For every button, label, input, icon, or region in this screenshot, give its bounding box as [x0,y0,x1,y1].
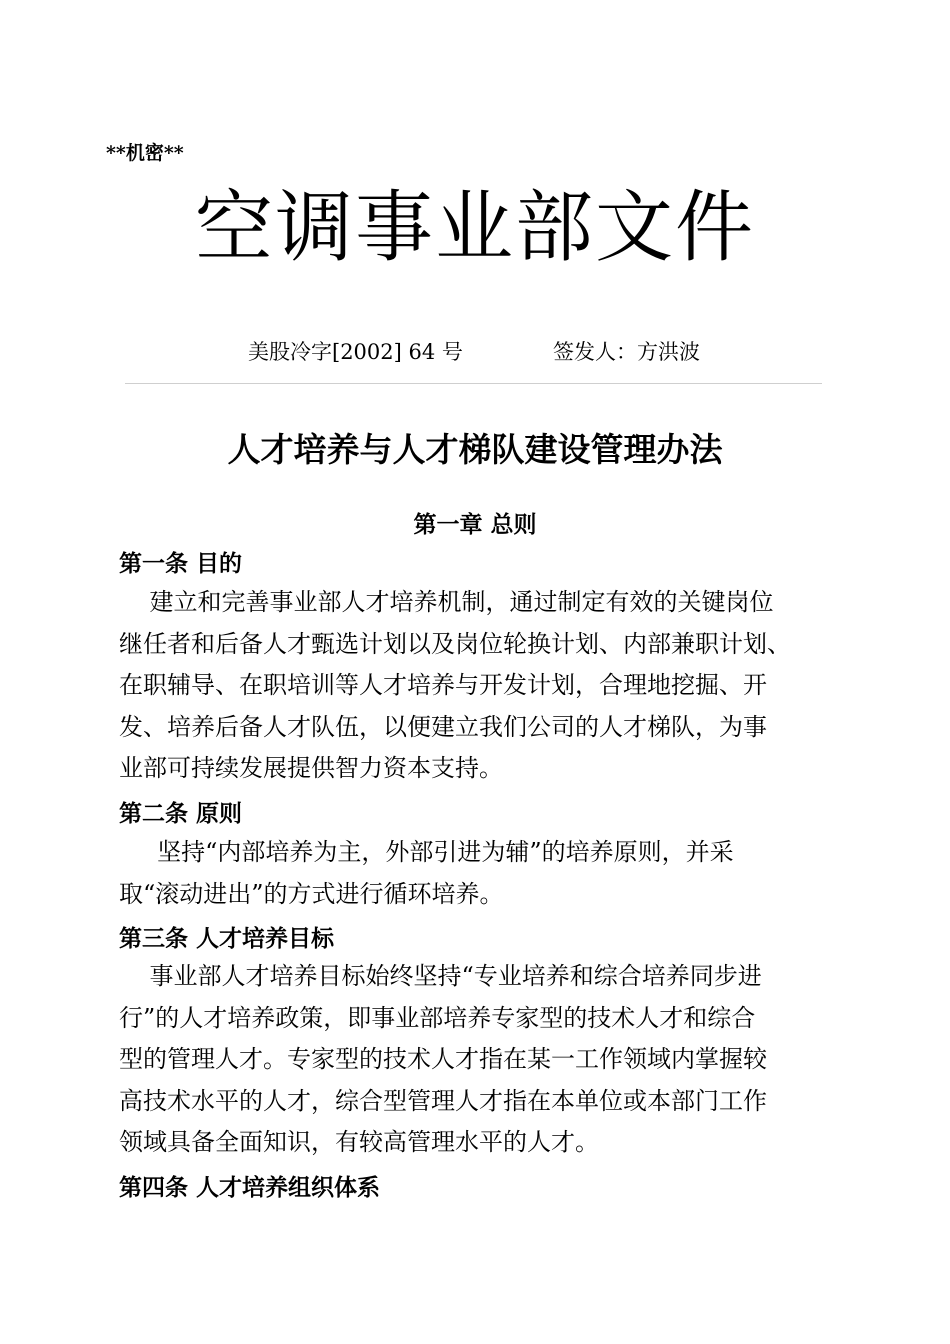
article-body-3 [119,956,834,1164]
article-heading-3: 第三条 人才培养目标 [119,925,335,952]
paragraph-line: 继任者和后备人才甄选计划以及岗位轮换计划、内部兼职计划、 [119,629,791,658]
paragraph-line: 领域具备全面知识，有较高管理水平的人才。 [119,1128,599,1156]
paragraph-line: 在职辅导、在职培训等人才培养与开发计划，合理地挖掘、开 [119,671,767,699]
page-title: 人才培养与人才梯队建设管理办法 [227,430,723,469]
paragraph-line: 行”的人才培养政策，即事业部培养专家型的技术人才和综合 [119,1003,756,1032]
article-heading-2: 第二条 原则 [119,800,243,827]
paragraph-line: 型的管理人才。专家型的技术人才指在某一工作领域内掌握较 [119,1045,767,1073]
paragraph-line: 取“滚动进出”的方式进行循环培养。 [119,879,504,908]
signer: 签发人：方洪波 [553,340,700,364]
document-number: 美股冷字[2002] 64 号 [248,340,463,364]
paragraph-line: 发、培养后备人才队伍，以便建立我们公司的人才梯队，为事 [119,712,767,741]
paragraph-line: 建立和完善事业部人才培养机制，通过制定有效的关键岗位 [119,588,774,616]
paragraph-line: 高技术水平的人才，综合型管理人才指在本单位或本部门工作 [119,1086,767,1115]
classification-label: **机密** [106,142,184,164]
article-body-2 [119,832,834,915]
document-title: 空调事业部文件 [194,183,755,273]
paragraph-line: 坚持“内部培养为主，外部引进为辅”的培养原则，并采 [119,838,734,866]
article-body-1 [119,582,834,790]
header-divider [125,383,822,384]
paragraph-line: 事业部人才培养目标始终坚持“专业培养和综合培养同步进 [119,962,762,990]
article-heading-4: 第四条 人才培养组织体系 [119,1174,381,1201]
chapter-heading: 第一章 总则 [413,511,537,538]
article-heading-1: 第一条 目的 [119,550,243,577]
paragraph-line: 业部可持续发展提供智力资本支持。 [119,754,503,782]
